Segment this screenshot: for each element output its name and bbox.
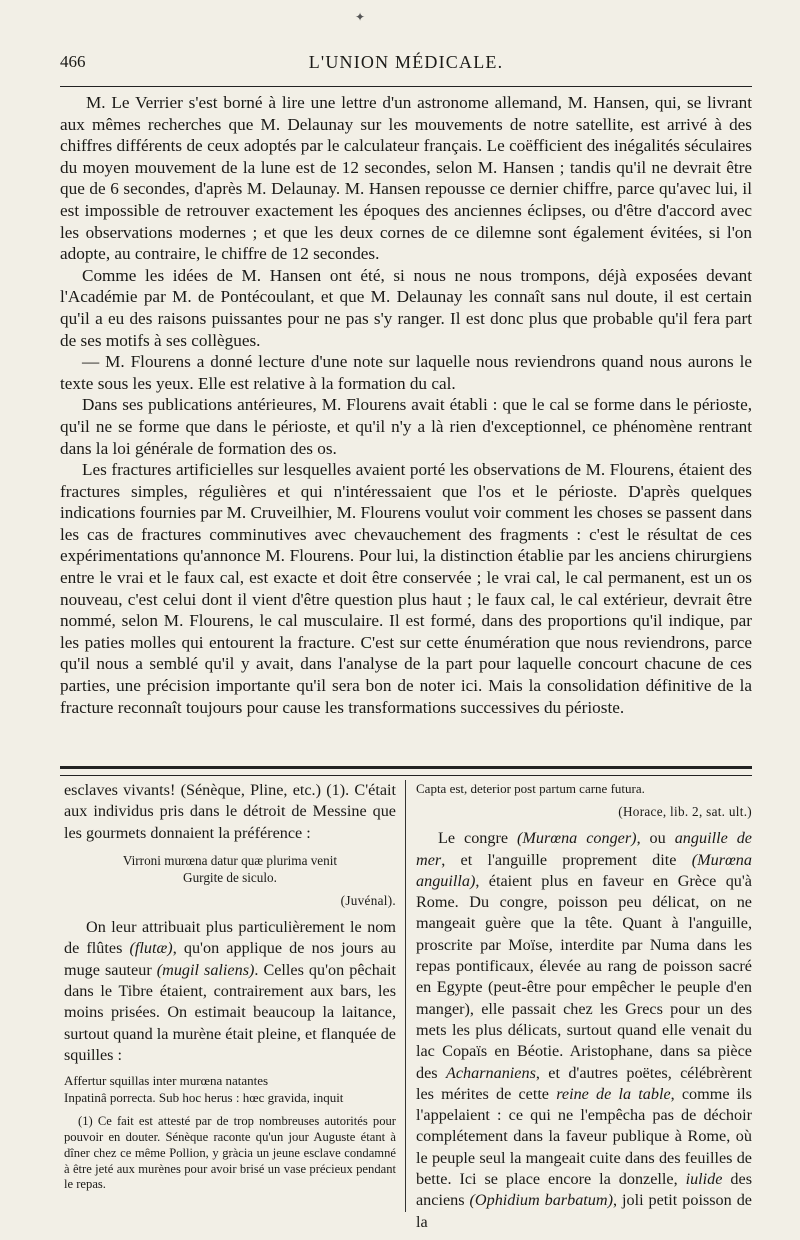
quote-citation: (Juvénal). (340, 892, 396, 908)
quote-citation: (Horace, lib. 2, sat. ult.) (618, 804, 752, 819)
column-divider (405, 780, 406, 1212)
footnote: (1) Ce fait est attesté par de trop nombreuses autorités pour pouvoir en douter. Sénèque raconte qu'un jour Auguste étant à dîner chez ce même Pollion, y gràcia un jeune esclave condamné à être jeté aux murènes pour avoir brisé un vase précieux pendant le repas. (64, 1114, 396, 1192)
latin-quote-line: Capta est, deterior post partum carne futura. (416, 781, 645, 796)
column-text: On leur attribuait plus particulièrement le nom de flûtes (flutæ), qu'on applique de nos jours au muge sauteur (mugil saliens). Celles qu'on pêchait dans le Tibre étaient, contrairement aux bars, les moins prisées. On estimait beaucoup la laitance, surtout quand la murène était pleine, et flanquée de squilles : (64, 918, 396, 1064)
paragraph: Les fractures artificielles sur lesquelles avaient porté les observations de M. Flourens, étaient des fractures simples, régulières et qui n'intéressaient que l'os et le périoste. D'après quelques indications fournies par M. Cruveilhier, M. Flourens voulut voir comment les choses se passent dans les cas de fractures comminutives avec chevauchement des fragments : c'est le résultat de ces expérimentations qu'annonce M. Flourens. Pour lui, la distinction établie par les anciens chirurgiens entre le vrai et le faux cal, est exacte et doit être conservée ; le vrai cal, le cal permanent, est un os nouveau, c'est celui dont il vient d'être question plus haut ; le faux cal, le cal extérieur, devrait être nommé, selon M. Flourens, le cal musculaire. Il est formé, dans des proportions qu'il indique, par les paties molles qui entourent la fracture. C'est sur cette énumération que nous reviendrons, parce qu'il nous a semblé qu'il y avait, dans l'analyse de la part pour laquelle concourt chacune de ces parties, une précision importante qu'il sera bon de noter ici. Mais la consolidation définitive de la fracture reconnaît toujours pour cause les transformations successives du périoste. (60, 460, 752, 717)
latin-quote-line: Inpatinâ porrecta. Sub hoc herus : hœc gravida, inquit (64, 1090, 344, 1106)
paragraph: Comme les idées de M. Hansen ont été, si nous ne nous trompons, déjà exposées devant l'Académie par M. de Pontécoulant, et que M. Delaunay les connaît sans nul doute, il est certain qu'il a eu des raisons puissantes pour ne pas s'y ranger. Il est donc plus que probable qu'il fera part de ses motifs à ses collègues. (60, 265, 752, 350)
page-number: 466 (60, 52, 86, 71)
journal-title: L'UNION MÉDICALE. (308, 52, 504, 72)
latin-quote-line: Gurgite de siculo. (183, 869, 277, 885)
column-text: esclaves vivants! (Sénèque, Pline, etc.) (1). C'était aux individus pris dans le détroit de Messine que les gourmets donnaient la préférence : (64, 781, 396, 842)
ornament-mark: ✦ (355, 10, 366, 24)
header-rule (60, 86, 752, 87)
latin-quote-line: Affertur squillas inter murœna natantes (64, 1073, 269, 1089)
feuilleton-right-column (416, 780, 752, 1233)
latin-quote-line: Virroni murœna datur quæ plurima venit (122, 852, 338, 868)
column-text: Le congre (Murœna conger), ou anguille de mer, et l'anguille proprement dite (Murœna anguilla), étaient plus en faveur en Grèce qu'à Rome. Du congre, poisson peu délicat, on ne mangeait guère que la tête. Quant à l'anguille, proscrite par Moïse, interdite par Numa dans les repas pontificaux, élevée au rang de poisson sacré en Egypte (peut-être pour empêcher le peuple d'en manger), elle passait chez les Grecs pour un des mets les plus délicats, surtout quand elle venait du lac Copaïs en Béotie. Aristophane, dans sa pièce des Acharnaniens, et d'autres poëtes, célébrèrent les mérites de cette reine de la table, comme ils l'appelaient : ce qui ne l'empêcha pas de déchoir complétement dans la faveur publique à Rome, où le peuple seul la mangeait cuite dans des feuilles de bette. Ici se place encore la donzelle, iulide des anciens (Ophidium barbatum), joli petit poisson de la (416, 829, 753, 1231)
section-divider (60, 766, 752, 776)
main-article (60, 92, 752, 718)
page-header (60, 52, 752, 76)
paragraph: — M. Flourens a donné lecture d'une note sur laquelle nous reviendrons quand nous aurons le texte sous les yeux. Elle est relative à la formation du cal. (60, 352, 752, 393)
newspaper-page (60, 0, 752, 1240)
paragraph: M. Le Verrier s'est borné à lire une lettre d'un astronome allemand, M. Hansen, qui, se livrant aux mêmes recherches que M. Delaunay sur les mouvements de notre satellite, est arrivé à des chiffres différents de ceux adoptés par le calculateur français. Le coëfficient des inégalités séculaires du moyen mouvement de la lune est de 12 secondes, selon M. Hansen ; tandis qu'il ne devrait être que de 6 secondes, d'après M. Delaunay. M. Hansen repousse ce dernier chiffre, parce qu'avec lui, il est impossible de retrouver exactement les époques des anciennes éclipses, ou d'être d'accord avec les observations modernes ; et que les deux cornes de ce dilemne sont également évitées, si l'on adopte, au contraire, le chiffre de 12 secondes. (60, 93, 752, 264)
paragraph: Dans ses publications antérieures, M. Flourens avait établi : que le cal se forme dans le périoste, qu'il ne se forme que dans le périoste, et qu'il n'y a là rien d'exceptionnel, ce phénomène rentrant dans la loi générale de formation des os. (60, 395, 752, 458)
feuilleton-left-column (64, 780, 396, 1193)
